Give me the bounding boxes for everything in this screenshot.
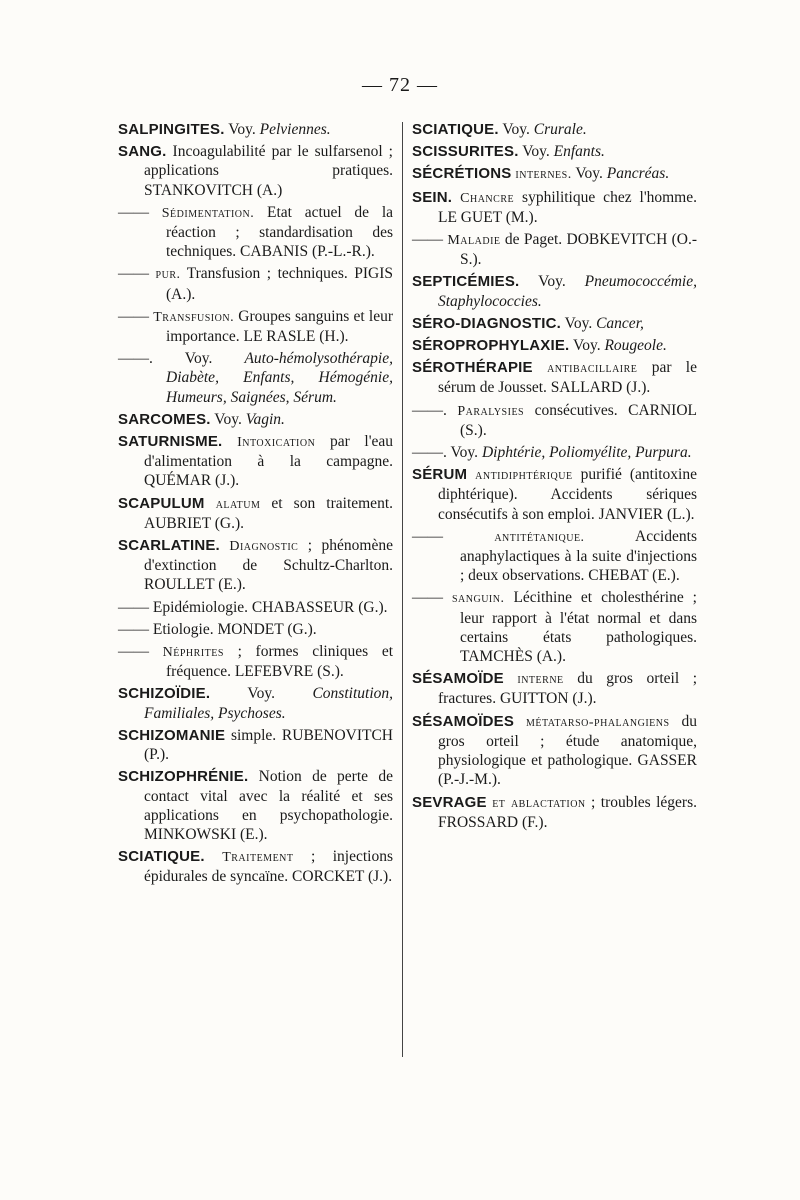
entry-qualifier: Néphrites (162, 645, 224, 661)
entry-dash: ——. (412, 401, 447, 419)
entry-dash: ——. (118, 350, 153, 368)
entry-heading: SCISSURITES. (412, 143, 519, 161)
index-entry (118, 410, 393, 429)
entry-qualifier: antibacillaire (547, 361, 638, 377)
entry-text: Groupes sanguins et leur importance. LE RASLE (H.). (166, 307, 393, 346)
right-column (412, 120, 697, 835)
index-entry (412, 142, 697, 161)
entry-heading: SANG. (118, 143, 167, 161)
entry-reference: Pneumococcémie, Staphylococcies. (438, 273, 697, 310)
entry-qualifier: sanguin. (451, 591, 505, 607)
entry-reference: Crurale. (533, 121, 587, 138)
index-entry (118, 142, 393, 200)
entry-heading: SCIATIQUE. (412, 121, 499, 138)
entry-text: Voy. (224, 121, 260, 138)
entry-text: Epidémiologie. CHABASSEUR (G.). (152, 598, 388, 616)
entry-dash: —— (118, 643, 149, 661)
index-entry (118, 536, 393, 595)
entry-heading: SEIN. (412, 188, 453, 206)
entry-dash: —— (118, 598, 149, 616)
entry-text: ; formes cliniques et fréquence. LEFEBVRE (S.). (166, 643, 394, 681)
entry-qualifier: Paralysies (457, 403, 525, 419)
entry-qualifier: Transfusion. (153, 309, 235, 325)
index-subentry (118, 642, 393, 681)
entry-reference: Enfants. (553, 143, 605, 161)
index-entry (118, 726, 393, 764)
index-entry (118, 432, 393, 491)
entry-qualifier: Diagnostic (229, 539, 299, 555)
entry-dash: —— (412, 527, 443, 545)
index-entry (412, 188, 697, 227)
index-subentry (412, 230, 697, 269)
entry-dash: —— (118, 203, 149, 221)
entry-text: consécutives. CARNIOL (S.). (460, 401, 697, 439)
entry-reference: Rougeole. (604, 337, 667, 355)
entry-heading: SALPINGITES. (118, 121, 225, 138)
entry-reference: Constitution, Familiales, Psychoses. (144, 685, 393, 722)
index-entry (412, 793, 697, 832)
entry-text: du gros orteil ; étude anatomique, physiologique et pathologique. GASSER (P.-J.-M.). (438, 712, 698, 789)
entry-text: de Paget. DOBKEVITCH (O.-S.). (460, 231, 698, 269)
entry-text: Voy. (561, 314, 597, 332)
index-entry (118, 847, 393, 886)
entry-heading: SCIATIQUE. (118, 848, 205, 866)
left-column (118, 120, 393, 890)
entry-reference: Cancer, (596, 314, 644, 332)
index-entry (412, 272, 697, 310)
page-number: — 72 — (362, 74, 438, 96)
entry-heading: SÉRUM (412, 466, 468, 484)
entry-dash: —— (118, 265, 149, 283)
entry-qualifier: Sédimentation. (161, 205, 255, 221)
index-entry (118, 494, 393, 533)
entry-text: ; troubles légers. FROSSARD (F.). (438, 793, 697, 831)
entry-heading: SCARLATINE. (118, 537, 220, 555)
entry-reference: Pelviennes. (259, 121, 331, 138)
index-subentry (412, 588, 697, 666)
entry-qualifier: interne (517, 672, 564, 688)
entry-qualifier: Intoxication (237, 435, 316, 451)
entry-dash: —— (118, 307, 149, 325)
index-entry (412, 120, 697, 139)
entry-reference: Pancréas. (606, 165, 670, 183)
entry-text: Voy. (210, 685, 313, 703)
entry-qualifier: antidiphtérique (475, 468, 573, 484)
index-subentry (412, 527, 697, 586)
entry-text: ; phénomène d'extinction de Schultz-Charlton. ROULLET (E.). (144, 537, 393, 594)
entry-heading: SÉROPROPHYLAXIE. (412, 337, 570, 355)
entry-text: du gros orteil ; fractures. GUITTON (J.). (438, 670, 698, 708)
entry-qualifier: Chancre (460, 190, 515, 206)
entry-dash: —— (412, 589, 443, 607)
index-subentry (412, 443, 697, 462)
entry-qualifier: antitétanique. (494, 529, 585, 545)
entry-dash: ——. (412, 444, 447, 462)
entry-heading: SÉRO-DIAGNOSTIC. (412, 314, 562, 332)
entry-heading: SÉROTHÉRAPIE (412, 359, 533, 377)
entry-text: syphilitique chez l'homme. LE GUET (M.). (438, 188, 697, 226)
entry-text: par l'eau d'alimentation à la campagne. QUÉMAR (J.). (144, 433, 393, 490)
entry-qualifier: et ablactation (492, 795, 586, 811)
entry-text: Etat actuel de la réaction ; standardisation des techniques. CABANIS (P.-L.-R.). (166, 203, 393, 261)
entry-heading: SEVRAGE (412, 793, 487, 811)
index-entry (412, 336, 697, 355)
entry-heading: SATURNISME. (118, 433, 223, 451)
index-subentry (118, 203, 393, 262)
entry-qualifier: Traitement (222, 850, 294, 866)
entry-heading: SEPTICÉMIES. (412, 273, 520, 291)
column-divider (402, 122, 403, 1057)
entry-qualifier: métatarso-phalangiens (525, 714, 670, 730)
index-entry (412, 465, 697, 524)
entry-reference: Vagin. (245, 410, 285, 428)
entry-text: Voy. (184, 350, 245, 368)
entry-heading: SARCOMES. (118, 410, 211, 428)
index-entry (412, 358, 697, 397)
entry-heading: SCHIZOÏDIE. (118, 685, 211, 703)
index-entry (412, 164, 697, 184)
entry-text: par le sérum de Jousset. SALLARD (J.). (438, 359, 697, 397)
entry-dash: —— (412, 231, 443, 249)
entry-text: Voy. (518, 143, 554, 161)
entry-heading: SÉSAMOÏDES (412, 712, 515, 730)
entry-text: Voy. (210, 410, 246, 428)
entry-heading: SCAPULUM (118, 494, 205, 512)
index-entry (412, 712, 697, 790)
entry-text: Lécithine et cholesthérine ; leur rapport à l'état normal et dans certains états pathologiques. TAMCHÈS (A.). (460, 589, 697, 666)
entry-qualifier: pur. (155, 267, 181, 283)
index-subentry (118, 598, 393, 617)
entry-text: ; injections épidurales de syncaïne. CORCKET (J.). (144, 848, 393, 886)
entry-qualifier: internes. (515, 167, 572, 183)
index-entry (412, 669, 697, 708)
index-entry (118, 684, 393, 722)
entry-text: Voy. (569, 337, 605, 355)
entry-text: simple. RUBENOVITCH (P.). (144, 726, 393, 764)
entry-text: Incoagulabilité par le sulfarsenol ; applications pratiques. STANKOVITCH (A.) (144, 143, 393, 199)
entry-qualifier: Maladie (447, 233, 501, 249)
entry-text: Voy. (571, 165, 607, 183)
entry-reference: Auto-hémolysothérapie, Diabète, Enfants, Hémogénie, Humeurs, Saignées, Sérum. (166, 350, 393, 406)
index-entry (118, 120, 393, 139)
entry-text: Voy. (519, 273, 585, 291)
index-subentry (118, 620, 393, 639)
entry-text: Voy. (498, 121, 534, 138)
entry-heading: SCHIZOPHRÉNIE. (118, 768, 249, 786)
index-subentry (118, 307, 393, 346)
entry-text: Accidents anaphylactiques à la suite d'injections ; deux observations. CHEBAT (E.). (460, 527, 698, 585)
entry-heading: SCHIZOMANIE (118, 726, 226, 744)
index-subentry (118, 264, 393, 303)
index-subentry (118, 349, 393, 407)
entry-text: Transfusion ; techniques. PIGIS (A.). (166, 265, 393, 303)
entry-qualifier: alatum (215, 496, 261, 512)
entry-heading: SÉSAMOÏDE (412, 670, 504, 688)
entry-text: Notion de perte de contact vital avec la réalité et ses applications en psychopathologie. MINKOWSKI (E.). (144, 768, 393, 843)
entry-text: purifié (antitoxine diphtérique). Accidents sériques consécutifs à son emploi. JANVIER (L.). (438, 466, 697, 523)
index-entry (118, 767, 393, 844)
entry-heading: SÉCRÉTIONS (412, 165, 512, 183)
index-subentry (412, 401, 697, 440)
index-entry (412, 314, 697, 333)
entry-dash: —— (118, 620, 149, 638)
entry-reference: Diphtérie, Poliomyélite, Purpura. (481, 444, 692, 462)
entry-text: Etiologie. MONDET (G.). (152, 620, 317, 638)
entry-text: et son traitement. AUBRIET (G.). (144, 494, 393, 532)
entry-text: Voy. (450, 444, 482, 462)
